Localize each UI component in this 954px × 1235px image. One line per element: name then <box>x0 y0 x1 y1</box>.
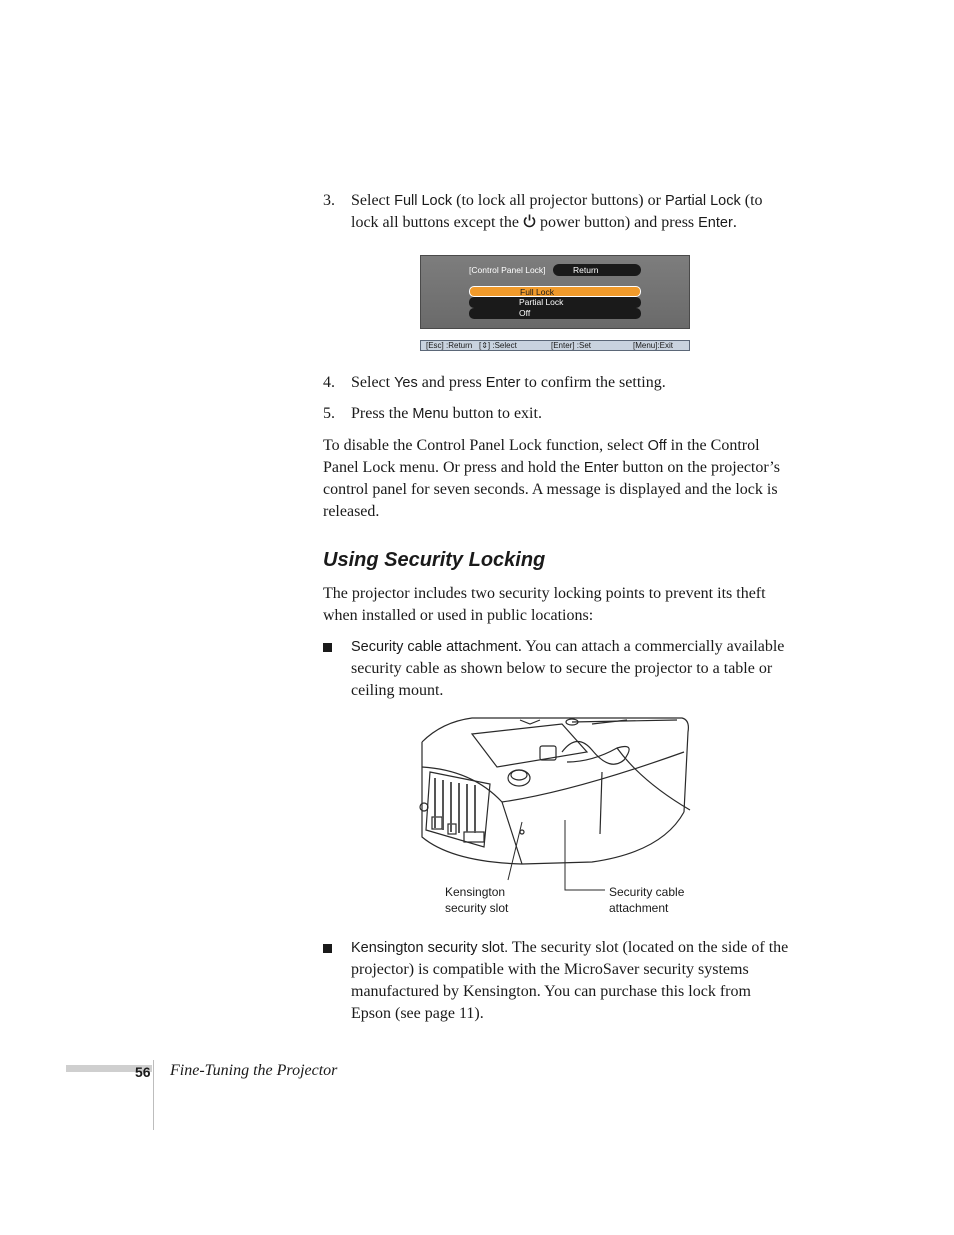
yes-term: Yes <box>394 375 418 391</box>
step-number: 5. <box>323 405 335 422</box>
enter-term: Enter <box>583 460 619 476</box>
section-heading: Using Security Locking <box>323 549 546 571</box>
chapter-title: Fine-Tuning the Projector <box>170 1062 338 1079</box>
menu-term: Menu <box>412 406 449 422</box>
enter-term: Enter <box>485 375 521 391</box>
bullet-marker <box>323 643 332 652</box>
enter-term: Enter <box>698 215 733 231</box>
bullet-marker <box>323 944 332 953</box>
footer-rule <box>153 1060 154 1130</box>
bullet-term: Kensington security slot. <box>351 940 509 956</box>
step-number: 4. <box>323 374 335 391</box>
menu-help-bar <box>420 340 690 351</box>
off-term: Off <box>647 438 667 454</box>
step-text: Press the Menu button to exit. <box>351 405 542 422</box>
step-text: Select Full Lock (to lock all projector buttons) or Partial Lock (to lock all buttons except the power button) and press Enter. <box>351 192 763 231</box>
control-panel-lock-menu <box>420 255 690 329</box>
power-icon <box>523 214 536 228</box>
bullet-text: Security cable attachment. You can attach a commercially available security cable as shown below to secure the projector to a table or ceiling mount. <box>351 638 785 699</box>
step-number: 3. <box>323 192 335 209</box>
step-text: Select Yes and press Enter to confirm the setting. <box>351 374 666 391</box>
bullet-term: Security cable attachment <box>351 639 518 655</box>
partial-lock-term: Partial Lock <box>664 193 741 209</box>
menu-title: [Control Panel Lock] <box>469 265 546 275</box>
menu-option-partial-lock: Partial Lock <box>469 297 641 308</box>
help-select: [⇕] :Select <box>479 341 517 350</box>
label-kensington-slot: Kensington security slot <box>445 885 509 915</box>
bullet-text: Kensington security slot. The security slot (located on the side of the projector) is compatible with the MicroSaver security systems manufactured by Kensington. You can purchase this lock from Epson (see page 11). <box>351 939 789 1022</box>
intro-paragraph: The projector includes two security locking points to prevent its theft when installed or used in public locations: <box>323 585 766 624</box>
menu-option-full-lock: Full Lock <box>469 286 641 297</box>
help-esc: [Esc] :Return <box>426 341 473 350</box>
disable-paragraph: To disable the Control Panel Lock function, select Off in the Control Panel Lock menu. Or press and hold the Enter button on the projector’s control panel for seven seconds. A message is displayed and the lock is released. <box>323 437 780 520</box>
menu-option-off: Off <box>469 308 641 319</box>
full-lock-term: Full Lock <box>394 193 453 209</box>
help-exit: [Menu]:Exit <box>633 341 674 350</box>
page-number: 56 <box>135 1064 151 1080</box>
label-security-cable: Security cable attachment <box>609 885 685 915</box>
callout-lines <box>500 820 620 895</box>
help-enter: [Enter] :Set <box>551 341 592 350</box>
menu-return-button: Return <box>553 264 641 276</box>
